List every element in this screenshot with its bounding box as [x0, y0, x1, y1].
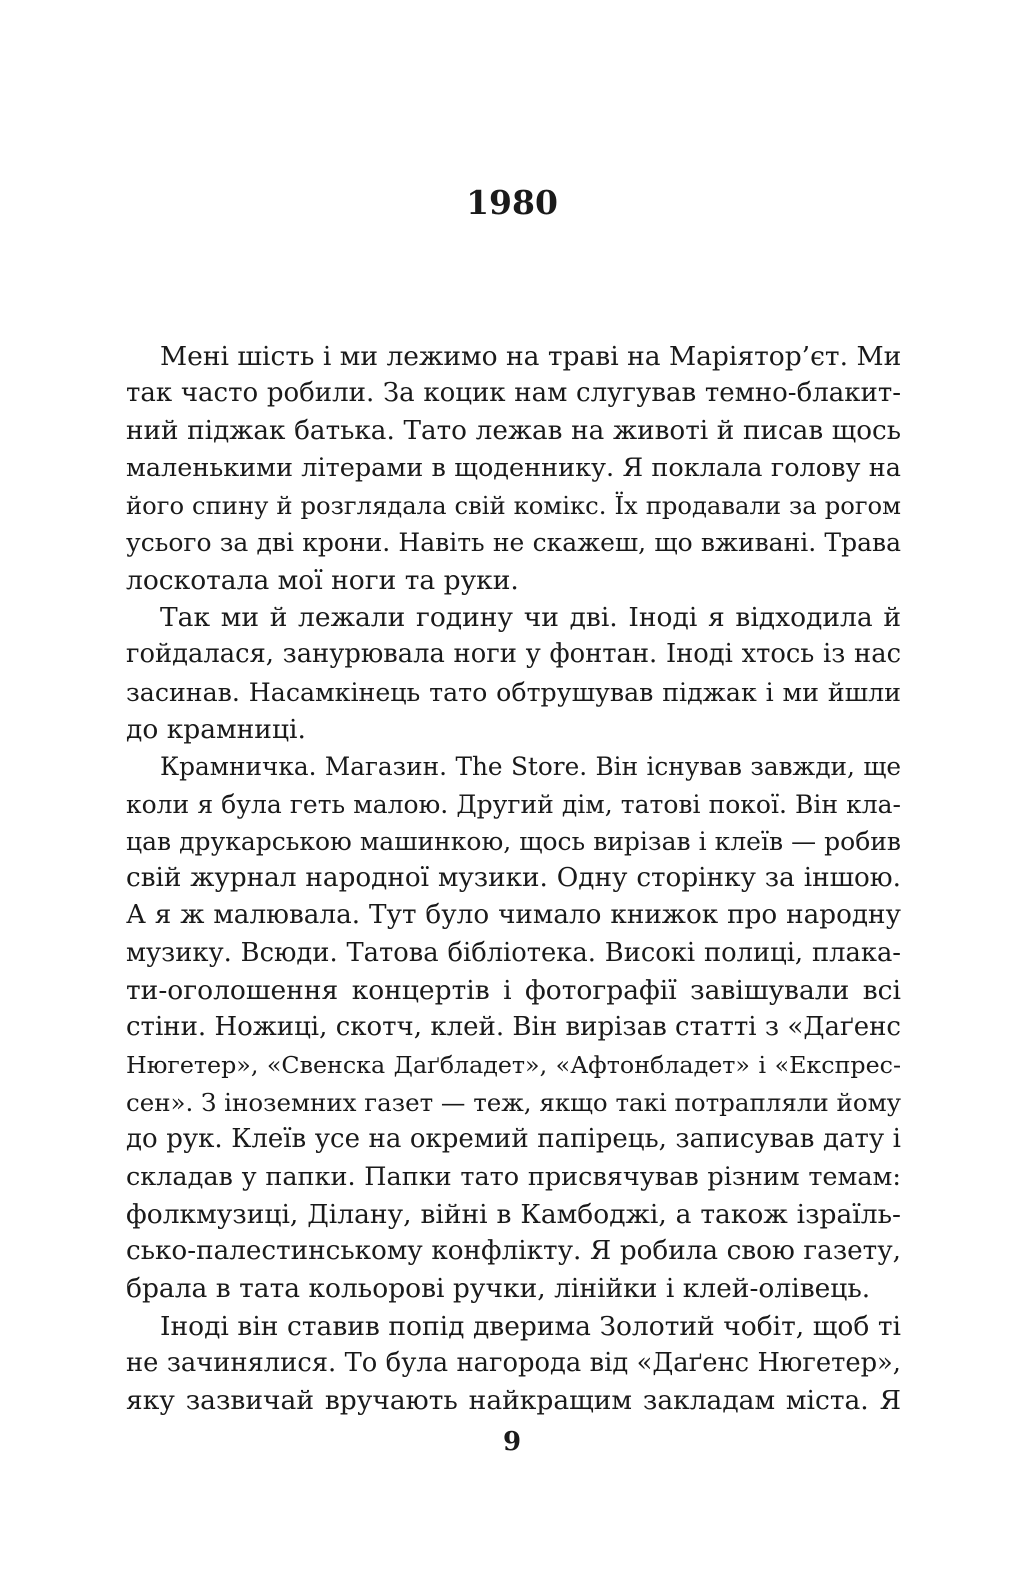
text-line: Так ми й лежали годину чи дві. Іноді я відходила й: [160, 602, 901, 634]
text-line: коли я була геть малою. Другий дім, татові покої. Він кла-: [126, 789, 901, 819]
text-line: так часто робили. За коцик нам слугував темно-блакит-: [126, 378, 901, 409]
text-line: лоскотала мої ноги та руки.: [126, 564, 519, 596]
chapter-title: 1980: [466, 183, 558, 222]
page-number: 9: [502, 1427, 522, 1457]
text-line: свій журнал народної музики. Одну сторінку за іншою.: [126, 863, 901, 894]
text-line: ний піджак батька. Тато лежав на животі й писав щось: [126, 415, 901, 446]
text-line: брала в тата кольорові ручки, лінійки і клей-олівець.: [126, 1273, 871, 1305]
text-line: Крамничка. Магазин. The Store. Він існував завжди, ще: [160, 752, 901, 782]
text-line: ти-оголошення концертів і фотографії завішували всі: [126, 975, 901, 1007]
body-text: [126, 338, 901, 1420]
text-line: маленькими літерами в щоденнику. Я поклала голову на: [126, 452, 901, 483]
text-line: складав у папки. Папки тато присвячував різним темам:: [126, 1161, 901, 1192]
text-line: до крамниці.: [126, 713, 306, 745]
text-line: Іноді він ставив попід дверима Золотий чобіт, щоб ті: [160, 1310, 901, 1342]
text-line: цав друкарською машинкою, щось вирізав і клеїв — робив: [126, 826, 901, 856]
text-line: музику. Всюди. Татова бібліотека. Високі полиці, плака-: [126, 937, 901, 968]
text-line: А я ж малювала. Тут було чимало книжок про народну: [126, 900, 901, 931]
text-line: фолкмузиці, Ділану, війні в Камбоджі, а також ізраїль-: [126, 1198, 901, 1230]
text-line: сько-палестинському конфлікту. Я робила свою газету,: [126, 1236, 901, 1267]
text-line: Нюгетер», «Свенска Даґбладет», «Афтонбладет» і «Експрес-: [126, 1050, 901, 1079]
text-line: не зачинялися. То була нагорода від «Даґенс Нюгетер»,: [126, 1348, 901, 1379]
text-line: засинав. Насамкінець тато обтрушував піджак і ми йшли: [126, 677, 901, 707]
text-line: Мені шість і ми лежимо на траві на Маріятор’єт. Ми: [160, 341, 902, 372]
text-line: усього за дві крони. Навіть не скажеш, що вживані. Трава: [126, 528, 901, 558]
text-line: стіни. Ножиці, скотч, клей. Він вирізав статті з «Даґенс: [126, 1012, 901, 1043]
text-line: гойдалася, занурювала ноги у фонтан. Іноді хтось із нас: [126, 639, 901, 670]
text-line: яку зазвичай вручають найкращим закладам міста. Я: [126, 1385, 901, 1417]
text-line: його спину й розглядала свій комікс. Їх продавали за рогом: [126, 491, 901, 521]
text-line: сен». З іноземних газет — теж, якщо такі потрапляли йому: [126, 1087, 902, 1117]
text-line: до рук. Клеїв усе на окремий папірець, записував дату і: [126, 1124, 901, 1155]
